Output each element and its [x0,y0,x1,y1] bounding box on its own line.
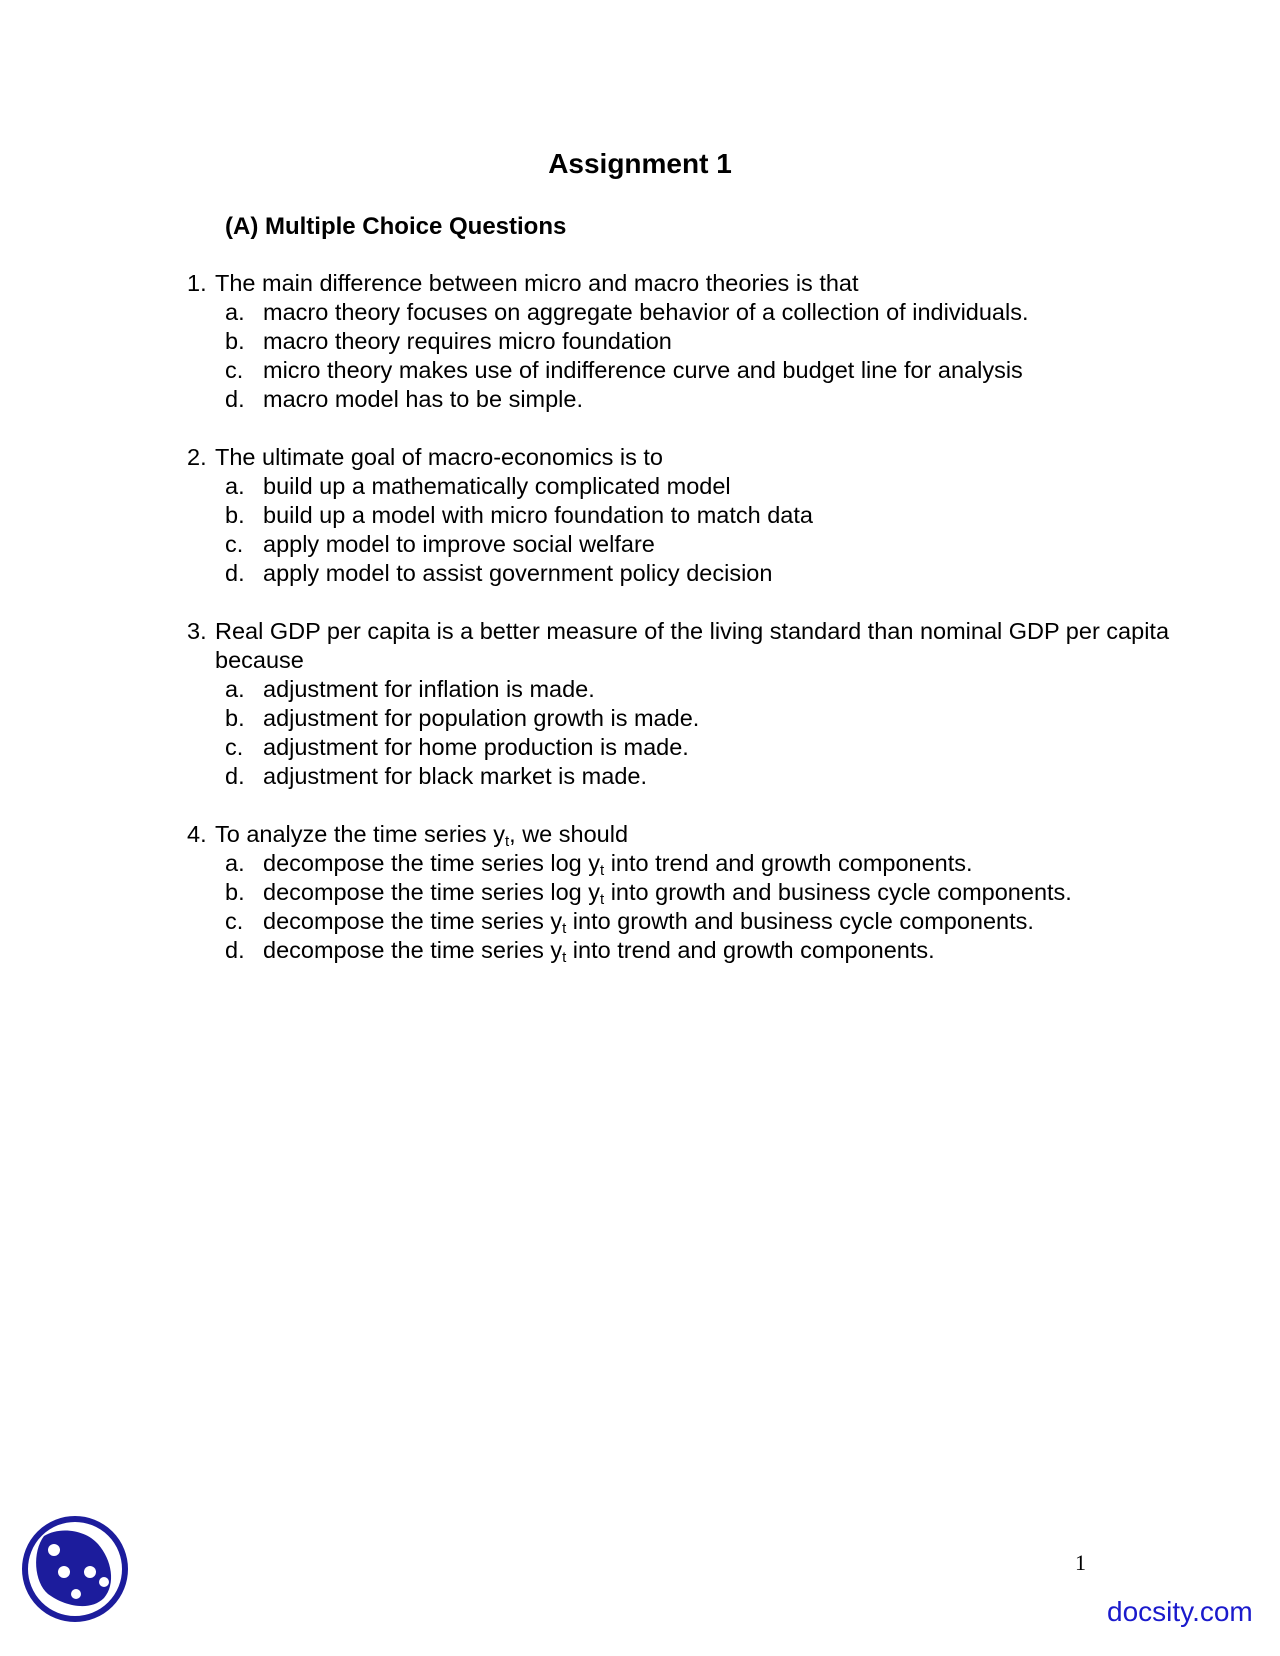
option-label: c. [225,908,244,934]
text-after: into trend and growth components. [566,937,935,963]
question-1 [187,269,1187,414]
text-before: decompose the time series log y [263,879,600,905]
option-text: macro theory focuses on aggregate behavior of a collection of individuals. [263,299,1029,325]
option-label: d. [225,560,245,586]
text-after: into growth and business cycle components. [566,908,1034,934]
option-d [187,559,1187,588]
option-text: adjustment for population growth is made. [263,705,700,731]
option-label: c. [225,734,244,760]
option-text: micro theory makes use of indifference curve and budget line for analysis [263,357,1023,383]
text-before: decompose the time series y [263,937,563,963]
option-list [187,675,1187,791]
option-label: b. [225,502,245,528]
option-label: a. [225,676,245,702]
option-d [187,936,1187,965]
option-a [187,675,1187,704]
text-after: into growth and business cycle components. [604,879,1072,905]
option-label: d. [225,937,245,963]
option-label: a. [225,473,245,499]
question-number: 4. [187,821,207,847]
option-label: b. [225,705,245,731]
page-title: Assignment 1 [548,148,732,179]
option-text: macro theory requires micro foundation [263,328,672,354]
question-text: The main difference between micro and macro theories is that [215,270,859,296]
option-b [187,501,1187,530]
option-label: d. [225,386,245,412]
question-number: 1. [187,270,207,296]
question-number: 2. [187,444,207,470]
option-label: a. [225,850,245,876]
option-text: adjustment for black market is made. [263,763,647,789]
option-label: d. [225,763,245,789]
option-label: b. [225,328,245,354]
text-before: decompose the time series log y [263,850,600,876]
question-list [187,269,1187,994]
question-stem [187,269,1187,298]
option-text: apply model to improve social welfare [263,531,655,557]
option-c [187,356,1187,385]
question-text: The ultimate goal of macro-economics is to [215,444,663,470]
option-d [187,762,1187,791]
question-text [215,821,629,850]
option-list [187,472,1187,588]
question-stem [187,820,1187,849]
docsity-logo-icon[interactable] [20,1514,130,1624]
option-c [187,530,1187,559]
subscript: t [562,920,567,937]
option-c [187,733,1187,762]
option-text: build up a mathematically complicated model [263,473,731,499]
page-number: 1 [1075,1550,1086,1575]
option-d [187,385,1187,414]
option-text: build up a model with micro foundation to match data [263,502,813,528]
option-c [187,907,1187,936]
option-b [187,878,1187,907]
question-stem [187,443,1187,472]
subscript: t [504,833,510,850]
text-after: , we should [509,821,629,847]
section-heading: (A) Multiple Choice Questions [225,213,567,240]
option-list [187,298,1187,414]
question-number: 3. [187,618,207,644]
subscript: t [562,949,567,966]
option-text: apply model to assist government policy decision [263,560,773,586]
option-a [187,298,1187,327]
question-3 [187,617,1187,791]
question-2 [187,443,1187,588]
option-text: adjustment for home production is made. [263,734,689,760]
option-list [187,849,1187,965]
subscript: t [600,891,605,908]
question-4 [187,820,1187,965]
subscript: t [600,862,605,879]
option-label: c. [225,531,244,557]
option-label: a. [225,299,245,325]
docsity-link[interactable]: docsity.com [1107,1596,1253,1627]
option-a [187,849,1187,878]
option-label: b. [225,879,245,905]
question-text: Real GDP per capita is a better measure of the living standard than nominal GDP per capita because [215,618,1170,673]
option-text: adjustment for inflation is made. [263,676,595,702]
text-before: decompose the time series y [263,908,563,934]
option-b [187,327,1187,356]
option-a [187,472,1187,501]
question-stem [187,617,1187,675]
text-after: into trend and growth components. [604,850,973,876]
option-text: macro model has to be simple. [263,386,584,412]
text-before: To analyze the time series y [215,821,505,847]
option-label: c. [225,357,244,383]
option-b [187,704,1187,733]
